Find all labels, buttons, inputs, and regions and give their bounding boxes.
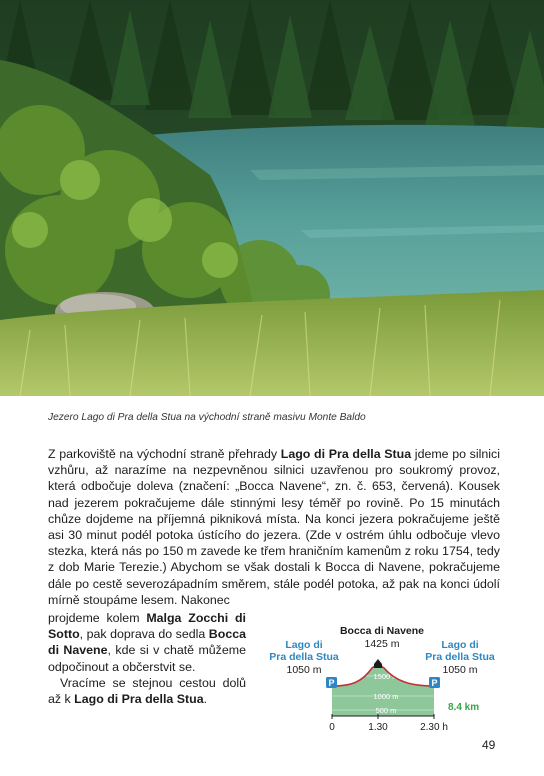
left-location-line2: Pra della Stua: [269, 651, 339, 663]
hut-icon: [374, 659, 382, 668]
peak-location: Bocca di Navene: [339, 625, 425, 637]
left-location-line1: Lago di: [285, 639, 323, 651]
main-paragraph: [48, 446, 500, 608]
time-label-0: 0: [329, 722, 335, 733]
right-altitude: 1050 m: [442, 664, 478, 676]
paragraph-side: projdeme kolem Malga Zocchi di Sotto, pak doprava do sedla Bocca di Navene, kde si v chatě můžeme odpočinout a občerstvit se.: [48, 611, 246, 674]
right-location-line1: Lago di: [441, 639, 479, 651]
paragraph-last: Vracíme se stejnou cestou dolů až k Lago di Pra della Stua.: [48, 675, 246, 707]
page-number: 49: [482, 738, 496, 752]
distance-label: 8.4 km: [448, 702, 480, 713]
right-location-line2: Pra della Stua: [425, 651, 495, 663]
elevation-profile: [262, 620, 512, 738]
parking-symbol-right: P: [431, 678, 438, 688]
time-label-2: 2.30 h: [420, 722, 448, 733]
time-label-1: 1.30: [368, 722, 388, 733]
peak-altitude: 1425 m: [364, 638, 400, 650]
side-text: [48, 610, 246, 707]
photo-caption: Jezero Lago di Pra della Stua na východní straně masivu Monte Baldo: [48, 412, 366, 423]
paragraph-main: Z parkoviště na východní straně přehrady Lago di Pra della Stua jdeme po silnici vzhůru, až narazíme na nezpevněnou silnici uzavřenou pro soukromý provoz, která odbočuje doleva (značení: „Bocca Navene“, zn. č. 653, červená). Kousek nad jezerem pokračujeme dále stinnými lesy téměř po rovině. Po 15 minutách chůze dojdeme na příjemná pikniková místa. Na konci jezera pokračujeme ještě asi 30 minut podél potoka ústícího do jezera. (Zde v ostrém úhlu odbočuje vlevo stezka, která nás po 150 m zavede ke třem hraničním kamenům z roku 1754, tedy z dob Marie Terezie.) Abychom se však dostali k Bocca di Navene, pokračujeme dále po cestě severozápadním směrem, stále podél potoka, až pak na konci údolí mírně stoupáme lesem. Nakonec: [48, 447, 500, 607]
left-altitude: 1050 m: [286, 664, 322, 676]
parking-symbol-left: P: [328, 678, 335, 688]
grid-label-500: 500 m: [375, 706, 397, 715]
grid-label-1500: 1500 m: [373, 672, 399, 681]
grid-label-1000: 1000 m: [373, 692, 399, 701]
